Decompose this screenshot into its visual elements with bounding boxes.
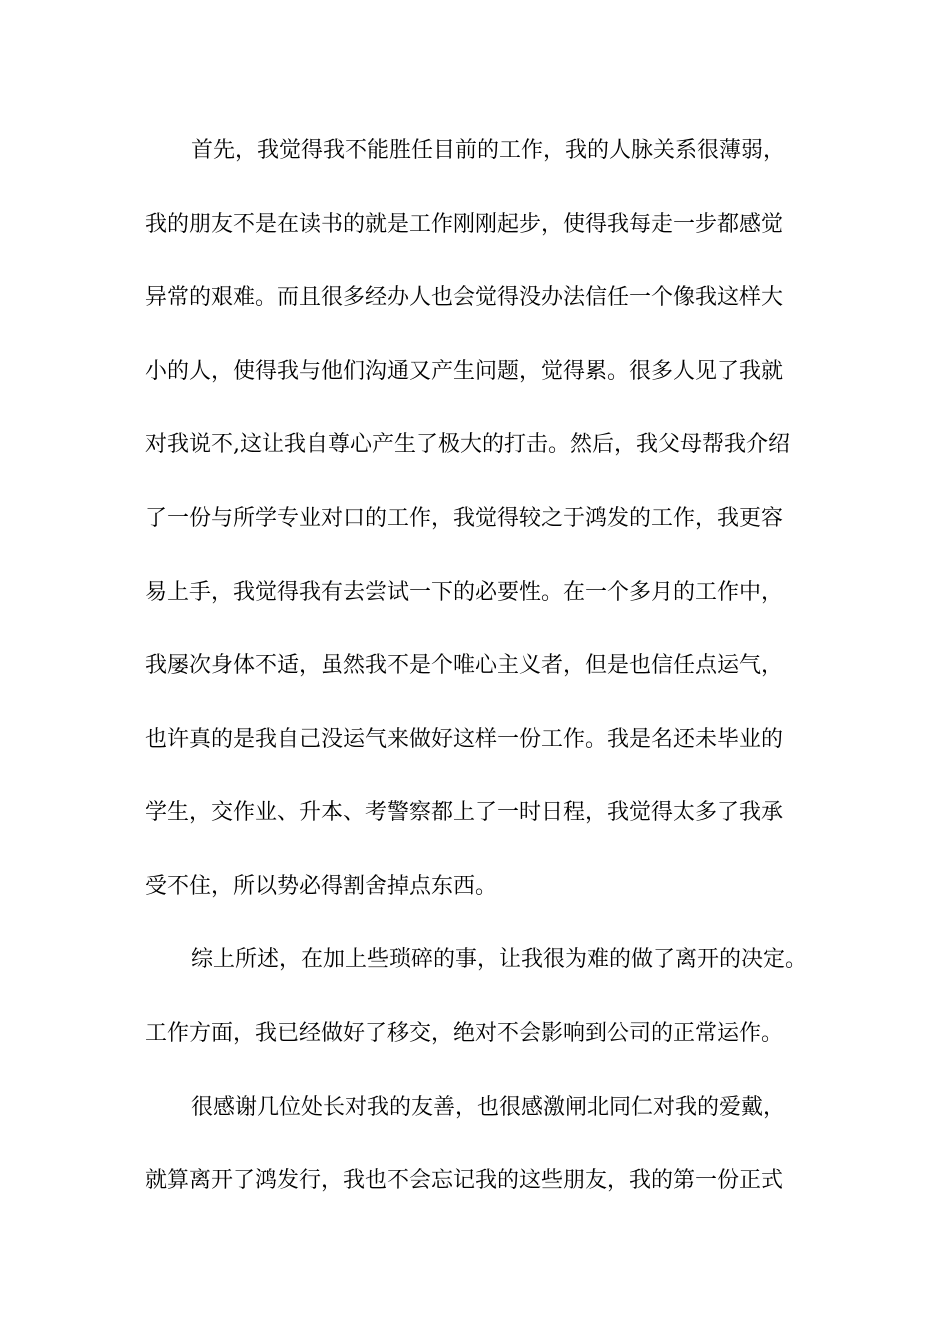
paragraph-1-line-9: 也许真的是我自己没运气来做好这样一份工作。我是名还未毕业的 bbox=[145, 727, 784, 752]
paragraph-1-line-2: 我的朋友不是在读书的就是工作刚刚起步，使得我每走一步都感觉 bbox=[145, 212, 784, 237]
paragraph-1-line-4: 小的人，使得我与他们沟通又产生问题，觉得累。很多人见了我就 bbox=[145, 359, 784, 384]
paragraph-1-line-8: 我屡次身体不适，虽然我不是个唯心主义者，但是也信任点运气， bbox=[145, 653, 784, 678]
paragraph-1-line-11: 受不住，所以势必得割舍掉点东西。 bbox=[145, 874, 498, 899]
paragraph-1-line-1: 首先，我觉得我不能胜任目前的工作，我的人脉关系很薄弱， bbox=[191, 138, 786, 163]
paragraph-2-line-1: 综上所述，在加上些琐碎的事，让我很为难的做了离开的决定。 bbox=[191, 947, 808, 972]
paragraph-2-line-2: 工作方面，我已经做好了移交，绝对不会影响到公司的正常运作。 bbox=[145, 1021, 784, 1046]
paragraph-1-line-7: 易上手，我觉得我有去尝试一下的必要性。在一个多月的工作中， bbox=[145, 580, 784, 605]
paragraph-1-line-5: 对我说不,这让我自尊心产生了极大的打击。然后，我父母帮我介绍 bbox=[145, 432, 790, 457]
paragraph-3-line-2: 就算离开了鸿发行，我也不会忘记我的这些朋友，我的第一份正式 bbox=[145, 1168, 784, 1193]
paragraph-1-line-10: 学生，交作业、升本、考警察都上了一时日程，我觉得太多了我承 bbox=[145, 800, 784, 825]
paragraph-1-line-6: 了一份与所学专业对口的工作，我觉得较之于鸿发的工作，我更容 bbox=[145, 506, 784, 531]
paragraph-3-line-1: 很感谢几位处长对我的友善，也很感激闸北同仁对我的爱戴， bbox=[191, 1095, 786, 1120]
paragraph-1-line-3: 异常的艰难。而且很多经办人也会觉得没办法信任一个像我这样大 bbox=[145, 285, 784, 310]
